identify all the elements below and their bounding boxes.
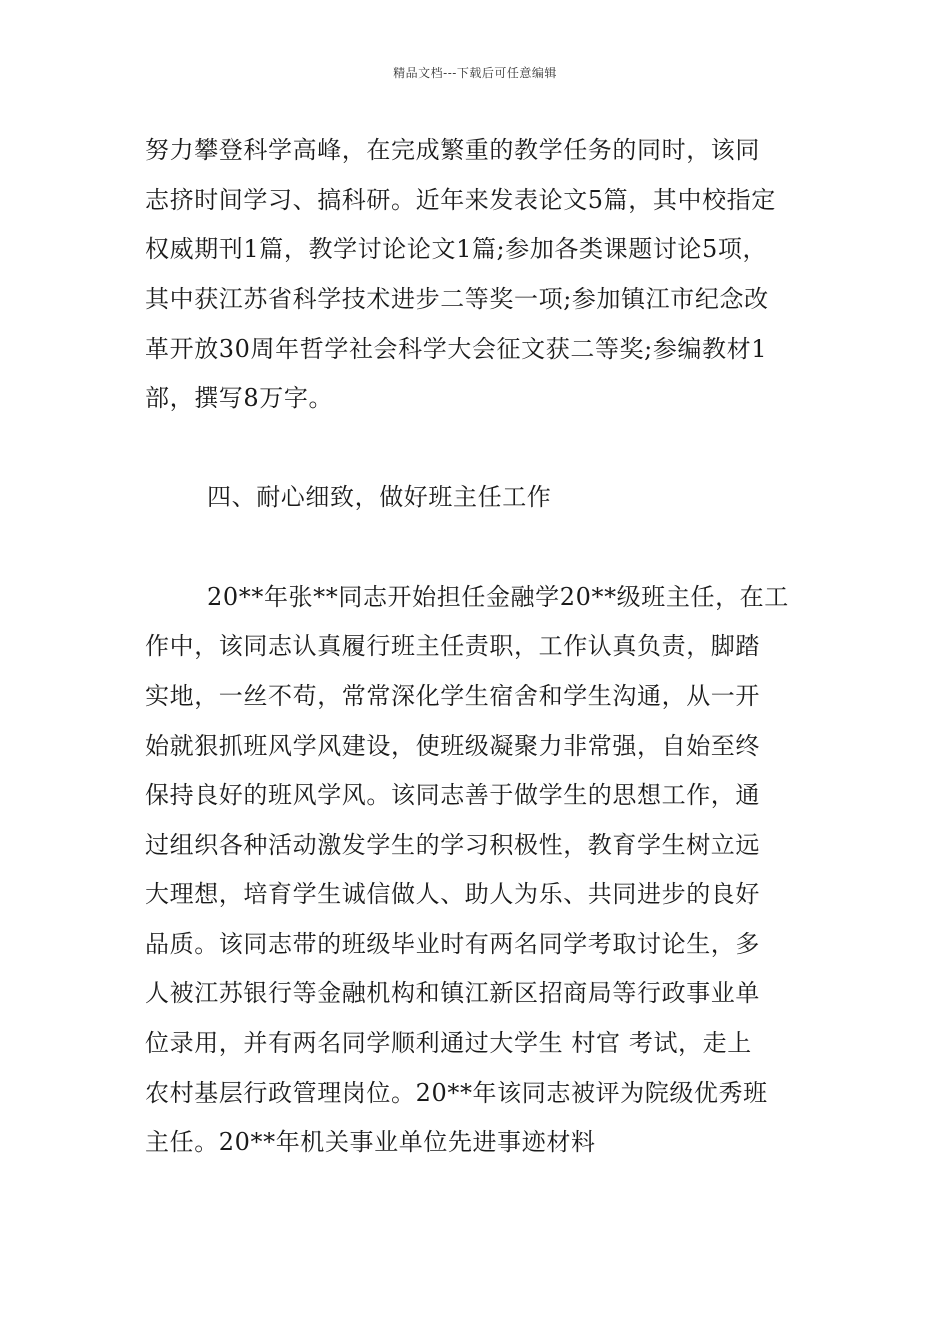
paragraph-line: 人被江苏银行等金融机构和镇江新区招商局等行政事业单 [145,979,760,1007]
paragraph-line: 位录用，并有两名同学顺利通过大学生 村官 考试，走上 [145,1029,752,1057]
paragraph-line: 过组织各种活动激发学生的学习积极性，教育学生树立远 [145,831,760,859]
paragraph-line: 作中，该同志认真履行班主任责职，工作认真负责，脚踏 [145,632,760,660]
paragraph-line: 品质。该同志带的班级毕业时有两名同学考取讨论生，多 [145,930,760,958]
paragraph-line: 实地，一丝不苟，常常深化学生宿舍和学生沟通，从一开 [145,682,760,710]
paragraph-line: 农村基层行政管理岗位。20**年该同志被评为院级优秀班 [145,1079,768,1107]
paragraph-line: 保持良好的班风学风。该同志善于做学生的思想工作，通 [145,781,760,809]
paragraph-line: 部，撰写8万字。 [145,384,334,412]
paragraph-line: 始就狠抓班风学风建设，使班级凝聚力非常强，自始至终 [145,732,760,760]
paragraph-line: 革开放30周年哲学社会科学大会征文获二等奖;参编教材1 [145,335,768,363]
page-header: 精品文档---下载后可任意编辑 [393,66,557,80]
paragraph-line: 主任。20**年机关事业单位先进事迹材料 [145,1128,596,1156]
paragraph-line: 其中获江苏省科学技术进步二等奖一项;参加镇江市纪念改 [145,285,769,313]
paragraph-line: 20**年张**同志开始担任金融学20**级班主任，在工 [207,583,789,611]
section-heading: 四、耐心细致，做好班主任工作 [207,483,552,511]
paragraph-line: 权威期刊1篇，教学讨论论文1篇;参加各类课题讨论5项， [145,235,768,263]
paragraph-line: 志挤时间学习、搞科研。近年来发表论文5篇，其中校指定 [145,186,776,214]
paragraph-line: 努力攀登科学高峰，在完成繁重的教学任务的同时，该同 [145,136,760,164]
paragraph-line: 大理想，培育学生诚信做人、助人为乐、共同进步的良好 [145,880,760,908]
